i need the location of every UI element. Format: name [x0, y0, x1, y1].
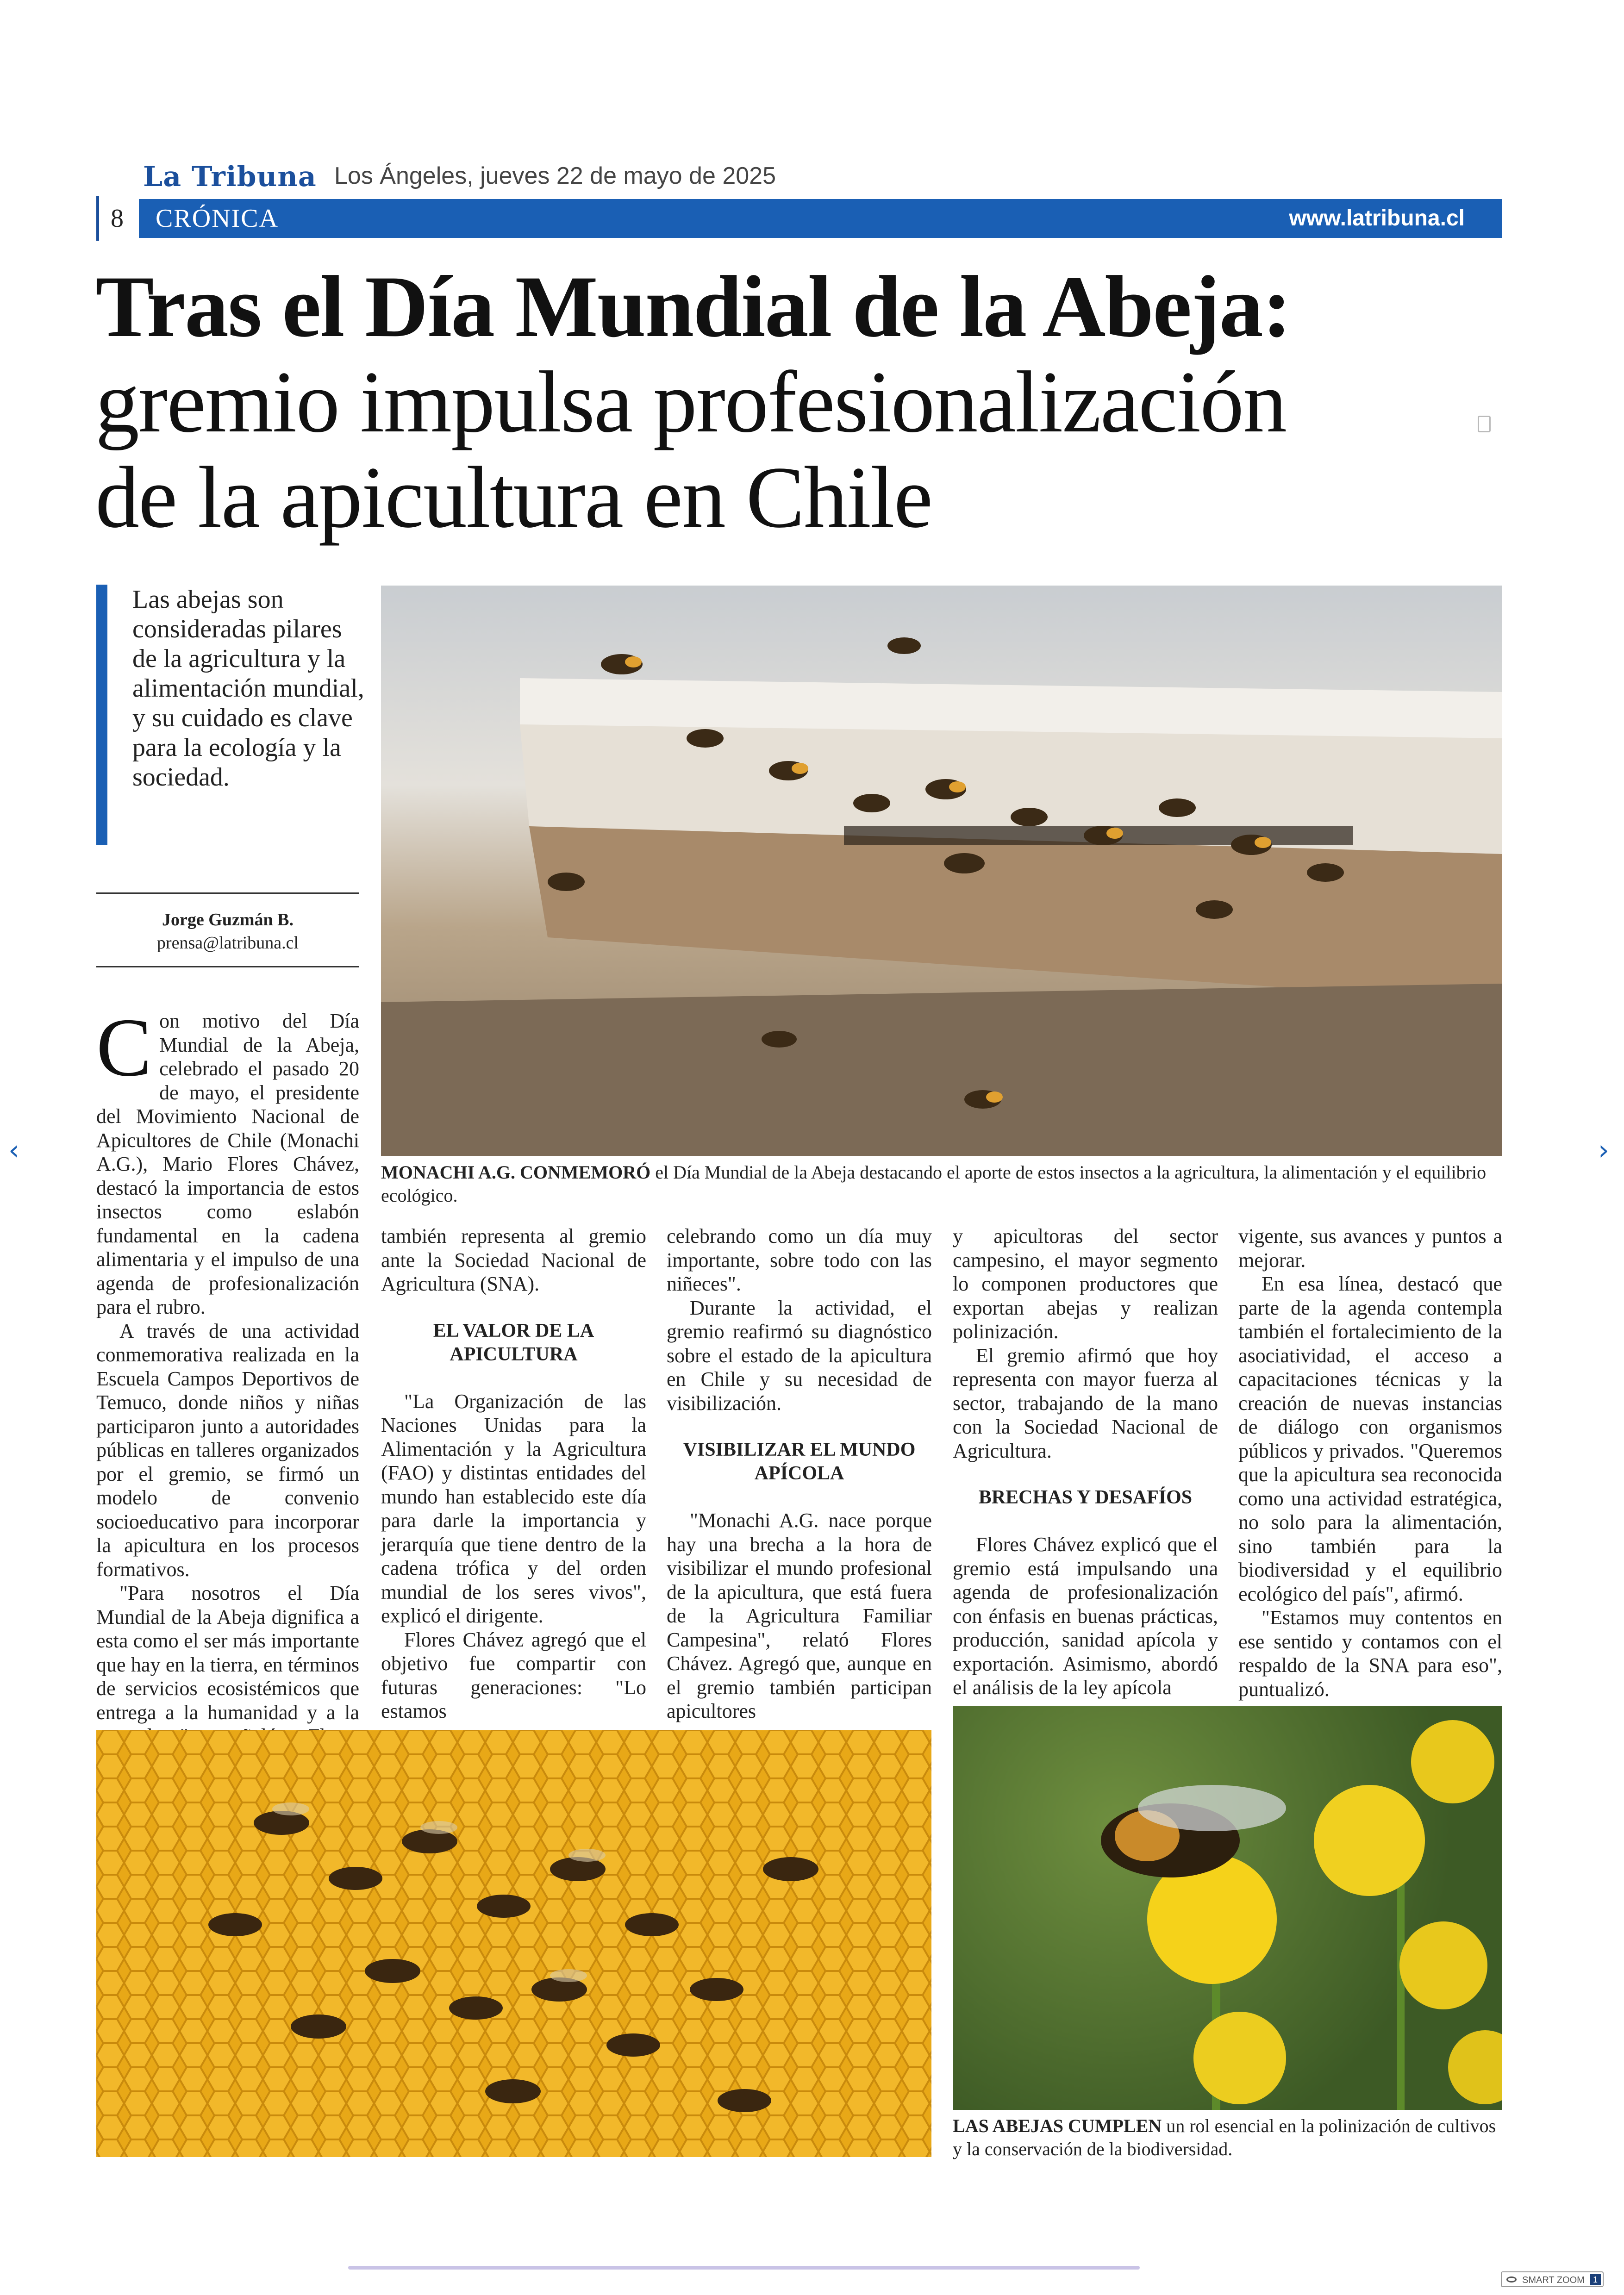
hero-photo-beehive	[381, 586, 1502, 1156]
hero-caption-text: el Día Mundial de la Abeja destacando el aporte de estos insectos a la agricultura, la alimentación y el equilibrio ecológico.	[381, 1162, 1487, 1206]
subheading: VISIBILIZAR EL MUNDO APÍCOLA	[683, 1439, 916, 1484]
headline-line-3: de la apicultura en Chile	[95, 449, 932, 546]
paragraph: Durante la actividad, el gremio reafirmó su diagnóstico sobre el estado de la apicultura en Chile y su necesidad de visibilización.	[667, 1296, 932, 1415]
column-3	[667, 1224, 932, 1723]
headline	[95, 259, 1507, 545]
paragraph-text: on motivo del Día Mundial de la Abeja, celebrado el pasado 20 de mayo, el presidente del Movimiento Nacional de Apicultores de Chile (Monachi A.G.), Mario Flores Chávez, destacó la importancia de estos insectos como eslabón fundamental en la cadena alimentaria y el impulso de una agenda de profesionalización para el rubro.	[96, 1010, 359, 1318]
section-label: CRÓNICA	[156, 204, 279, 233]
prev-page-button[interactable]	[8, 1134, 19, 1166]
byline-rule-bottom	[96, 966, 359, 967]
subheading: BRECHAS Y DESAFÍOS	[978, 1487, 1193, 1508]
section-band	[139, 199, 1502, 238]
chevron-left-icon: ‹	[8, 1134, 19, 1166]
paragraph	[96, 1001, 359, 1319]
paragraph: En esa línea, destacó que parte de la agenda contempla también el fortalecimiento de la asociatividad, el acceso a capacitaciones técnicas y la creación de nuevas instancias de diálogo con organismos públicos y privados. "Queremos que la apicultura sea reconocida como una actividad estratégica, no solo para la alimentación, sino también para la biodiversidad y el equilibrio ecológico del país", afirmó.	[1238, 1272, 1502, 1605]
smart-zoom-label: SMART ZOOM	[1522, 2275, 1585, 2285]
lead-paragraph: Las abejas son consideradas pilares de la agricultura y la alimentación mundial, y su cuidado es clave para la ecología y la sociedad.	[96, 585, 365, 845]
column-5	[1238, 1224, 1502, 1701]
paragraph: El gremio afirmó que hoy representa con mayor fuerza al sector, trabajando de la mano con la Sociedad Nacional de Agricultura.	[953, 1344, 1218, 1462]
paragraph: A través de una actividad conmemorativa realizada en la Escuela Campos Deportivos de Temuco, donde niños y niñas participaron junto a autoridades públicas en talleres organizados por el gremio, se firmó un modelo de convenio socioeducativo para incorporar la apicultura en los procesos formativos.	[96, 1319, 359, 1581]
smart-zoom-control[interactable]	[1501, 2271, 1604, 2287]
paragraph: vigente, sus avances y puntos a mejorar.	[1238, 1225, 1502, 1272]
column-2	[381, 1224, 646, 1723]
page-number: 8	[96, 196, 135, 241]
flower-caption-text: un rol esencial en la polinización de cultivos y la conservación de la biodiversidad.	[953, 2115, 1496, 2159]
column-1	[96, 1001, 359, 1772]
note-icon[interactable]	[1478, 416, 1491, 432]
column-4	[953, 1224, 1218, 1700]
paragraph: Flores Chávez agregó que el objetivo fue compartir con futuras generaciones: "Lo estamos	[381, 1628, 646, 1722]
headline-line-1: Tras el Día Mundial de la Abeja:	[95, 258, 1291, 355]
photo-honeycomb-bees	[96, 1730, 931, 2157]
flower-caption	[953, 2114, 1502, 2161]
flower-caption-lead: LAS ABEJAS CUMPLEN	[953, 2115, 1162, 2136]
page-scrollbar[interactable]	[348, 2266, 1140, 2270]
subheading: EL VALOR DE LA APICULTURA	[433, 1320, 594, 1365]
byline-rule-top	[96, 892, 359, 894]
paragraph: "La Organización de las Naciones Unidas para la Alimentación y la Agricultura (FAO) y distintas entidades del mundo han establecido este día para darle la importancia y jerarquía que tiene dentro de la cadena trófica y del orden mundial de los seres vivos", explicó el dirigente.	[381, 1390, 646, 1627]
eye-icon	[1506, 2276, 1517, 2283]
paragraph: "Para nosotros el Día Mundial de la Abeja dignifica a esta como el ser más importante que hay en la tierra, en términos de servicios ecosistémicos que entrega a la humanidad y a la	[96, 1582, 359, 1724]
next-page-button[interactable]	[1598, 1134, 1609, 1166]
paragraph: "Monachi A.G. nace porque hay una brecha a la hora de visibilizar el mundo profesional de la apicultura, que está fuera de la Agricultura Familiar Campesina", relató Flores Chávez. Agregó que, aunque en el gremio también participan apicultores	[667, 1509, 932, 1722]
author-name: Jorge Guzmán B.	[162, 910, 294, 929]
photo-bee-on-flower	[953, 1706, 1502, 2110]
drop-cap: C	[96, 1001, 152, 1093]
website-url: www.latribuna.cl	[1289, 206, 1465, 231]
paragraph: "Estamos muy contentos en ese sentido y contamos con el respaldo de la SNA para eso", puntualizó.	[1238, 1606, 1502, 1701]
chevron-right-icon: ›	[1598, 1134, 1609, 1166]
headline-line-2: gremio impulsa profesionalización	[95, 354, 1287, 451]
paragraph: y apicultoras del sector campesino, el mayor segmento lo componen productores que exportan abejas y realizan polinización.	[953, 1225, 1218, 1343]
hero-caption	[381, 1161, 1502, 1207]
hero-caption-lead: MONACHI A.G. CONMEMORÓ	[381, 1162, 651, 1183]
author-email: prensa@latribuna.cl	[156, 933, 299, 953]
newspaper-logo: La Tribuna	[143, 161, 317, 193]
dateline: Los Ángeles, jueves 22 de mayo de 2025	[334, 162, 776, 189]
beehive-illustration	[381, 586, 1502, 1156]
paragraph: Flores Chávez explicó que el gremio está impulsando una agenda de profesionalización con énfasis en buenas prácticas, producción, sanidad apícola y exportación. Asimismo, abordó el análisis de la ley apícola	[953, 1533, 1218, 1699]
zoom-page-indicator: 1	[1590, 2274, 1601, 2285]
paragraph: también representa al gremio ante la Sociedad Nacional de Agricultura (SNA).	[381, 1225, 646, 1295]
section-bar	[96, 196, 1502, 241]
flower-illustration	[953, 1706, 1502, 2110]
paragraph: celebrando como un día muy importante, sobre todo con las niñeces".	[667, 1225, 932, 1295]
honeycomb-illustration	[96, 1730, 931, 2157]
